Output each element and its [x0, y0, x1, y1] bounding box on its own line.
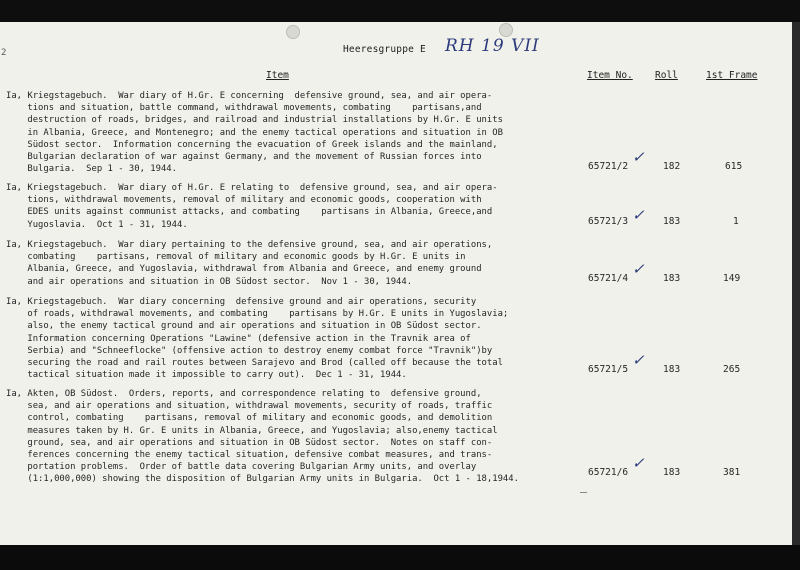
entry-item-no: 65721/5 — [588, 364, 629, 375]
entry-item-no: 65721/6 — [588, 467, 629, 478]
entry-description: Ia, Akten, OB Südost. Orders, reports, and correspondence relating to defensive ground, sea, and air operations and situation, withdrawal movements, security of roads, traffic control, combating partisans, removal of military and economic goods, and demolition measures taken by H. Gr. E units in Albania, Greece, and Yugoslavia; also,enemy tactical ground, sea, and air operations and situation in OB Südost sector. Notes on staff con- ferences concerning the enemy tactical situation, defensive combat measures, and trans- portation problems. Order of battle data covering Bulgarian Army units, and overlay (1:1,000,000) showing the disposition of Bulgarian Army units in Bulgaria. Oct 1 - 18,1944. — [6, 389, 519, 485]
entry-roll: 183 — [663, 467, 681, 478]
entry-first-frame: 381 — [723, 467, 741, 478]
column-header-item: Item — [266, 70, 289, 81]
entry-first-frame: 265 — [723, 364, 741, 375]
handwritten-check-icon: ✓ — [632, 148, 645, 166]
entry-description: Ia, Kriegstagebuch. War diary of H.Gr. E relating to defensive ground, sea, and air opera- tions, withdrawal movements, removal of military and economic goods, cooperation with EDES units against communist attacks, and combating partisans in Albania, Greece,and Yugoslavia. Oct 1 - 31, 1944. — [6, 183, 498, 230]
entry-roll: 182 — [663, 161, 681, 172]
entry-first-frame: 615 — [725, 161, 743, 172]
entry-first-frame: 149 — [723, 273, 741, 284]
handwritten-check-icon: ✓ — [632, 206, 645, 224]
entry-roll: 183 — [663, 216, 681, 227]
scan-right-border — [792, 22, 800, 545]
scan-bottom-border — [0, 545, 800, 570]
entry-description: Ia, Kriegstagebuch. War diary concerning defensive ground and air operations, security of roads, withdrawal movements, and combating partisans by H.Gr. E units in Yugoslavia; also, the enemy tactical ground and air operations and situation in OB Südost sector. Information concerning Operations "Lawine" (defensive action in the Travnik area of Serbia) and "Schneeflocke" (offensive action to destroy enemy combat force "Travnik")by securing the road and rail routes between Sarajevo and Brod (called off because the total tactical situation made it impossible to carry out). Dec 1 - 31, 1944. — [6, 297, 509, 381]
entry-first-frame: 1 — [733, 216, 739, 227]
handwritten-check-icon: ✓ — [632, 260, 645, 278]
scan-top-border — [0, 0, 800, 22]
column-header-item-no: Item No. — [587, 70, 633, 81]
entry-roll: 183 — [663, 364, 681, 375]
handwritten-check-icon: ✓ — [632, 351, 645, 369]
margin-mark: 2 — [1, 48, 7, 58]
handwritten-archive-reference: RH 19 VII — [445, 36, 540, 56]
handwritten-check-icon: ✓ — [632, 454, 645, 472]
entry-description: Ia, Kriegstagebuch. War diary pertaining to the defensive ground, sea, and air operations, combating partisans, removal of military and economic goods by H.Gr. E units in Albania, Greece, and Yugoslavia, withdrawal from Albania and Greece, and enemy ground and air operations and situation in OB Südost sector. Nov 1 - 30, 1944. — [6, 240, 493, 287]
pencil-mark — [580, 492, 587, 493]
column-header-first-frame: 1st Frame — [706, 70, 758, 81]
column-header-roll: Roll — [655, 70, 678, 81]
punch-hole-icon — [499, 23, 513, 37]
entry-item-no: 65721/2 — [588, 161, 629, 172]
punch-hole-icon — [286, 25, 300, 39]
entry-item-no: 65721/4 — [588, 273, 629, 284]
entry-item-no: 65721/3 — [588, 216, 629, 227]
entry-description: Ia, Kriegstagebuch. War diary of H.Gr. E concerning defensive ground, sea, and air opera- tions and situation, battle command, withdrawal movements, combating partisans,and destruction of roads, bridges, and railroad and industrial installations by H.Gr. E units in Albania, Greece, and Montenegro; and the enemy tactical operations and situation in OB Südost sector. Information concerning the evacuation of Greek islands and the mainland, Bulgarian declaration of war against Germany, and the movement of Russian forces into Bulgaria. Sep 1 - 30, 1944. — [6, 91, 503, 175]
page-title: Heeresgruppe E — [343, 44, 426, 55]
entry-roll: 183 — [663, 273, 681, 284]
